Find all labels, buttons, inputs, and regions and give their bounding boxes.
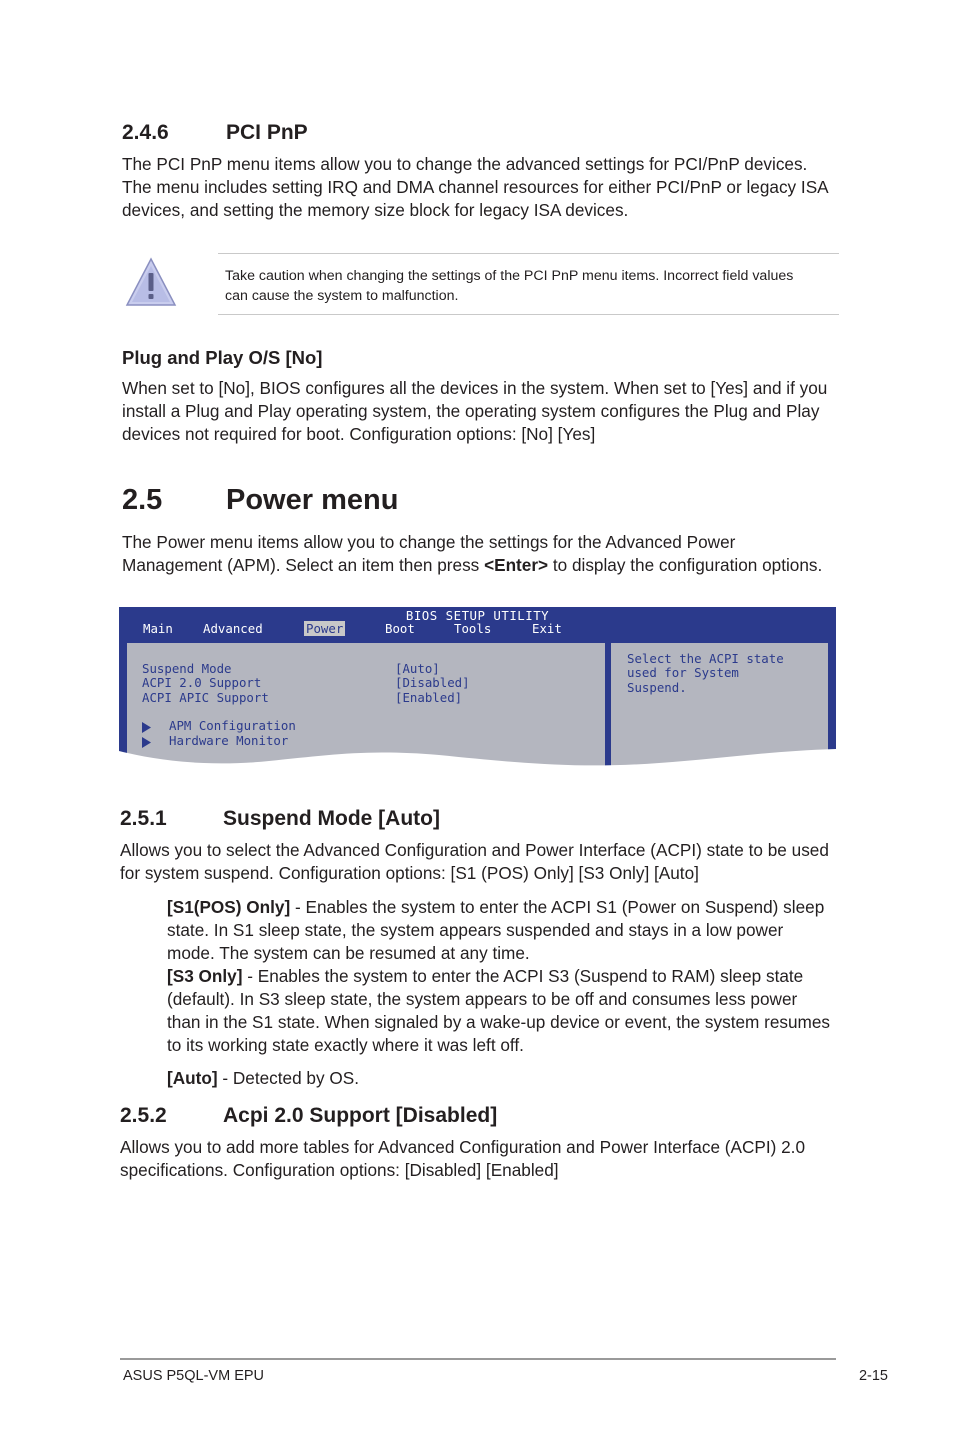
option-key: [Auto] bbox=[167, 1068, 218, 1088]
text-line bbox=[167, 1067, 359, 1090]
text-line: mode. The system can be resumed at any time. bbox=[167, 943, 530, 963]
text-line: devices, and setting the memory size block for legacy ISA devices. bbox=[122, 200, 629, 220]
text-fragment: - Enables the system to enter the ACPI S3 (Suspend to RAM) sleep state bbox=[242, 966, 804, 986]
bios-title: BIOS SETUP UTILITY bbox=[405, 608, 550, 623]
bios-menu-boot[interactable]: Boot bbox=[385, 621, 415, 636]
bios-help-line: Suspend. bbox=[627, 680, 687, 695]
bios-help-line: Select the ACPI state bbox=[627, 651, 784, 666]
bios-item-value[interactable]: [Enabled] bbox=[395, 690, 463, 705]
caution-bottom-rule bbox=[218, 314, 839, 315]
pnp-text bbox=[122, 377, 842, 446]
caution-top-rule bbox=[218, 253, 839, 254]
acpi-support-text bbox=[120, 1136, 842, 1182]
bios-help-line: used for System bbox=[627, 665, 739, 680]
text-line: When set to [No], BIOS configures all the devices in the system. When set to [Yes] and if you bbox=[122, 378, 828, 398]
section-number: 2.5.1 bbox=[120, 807, 167, 830]
text-line: specifications. Configuration options: [Disabled] [Enabled] bbox=[120, 1160, 559, 1180]
text-line: The PCI PnP menu items allow you to change the advanced settings for PCI/PnP devices. bbox=[122, 154, 808, 174]
caution-text bbox=[225, 266, 837, 306]
text-fragment: - Detected by OS. bbox=[217, 1068, 359, 1088]
torn-edge bbox=[119, 747, 836, 775]
bios-item-value[interactable]: [Disabled] bbox=[395, 675, 470, 690]
text-line bbox=[167, 896, 847, 919]
section-title: Acpi 2.0 Support [Disabled] bbox=[223, 1104, 498, 1127]
text-line: for system suspend. Configuration options: [S1 (POS) Only] [S3 Only] [Auto] bbox=[120, 863, 699, 883]
bios-item-value[interactable]: [Auto] bbox=[395, 661, 440, 676]
bios-item-label[interactable]: Suspend Mode bbox=[142, 661, 232, 676]
triangle-right-icon bbox=[142, 721, 151, 736]
section-title: Suspend Mode [Auto] bbox=[223, 807, 440, 830]
footer-rule bbox=[120, 1358, 836, 1360]
text-fragment: Management (APM). Select an item then press bbox=[122, 555, 485, 575]
text-line: (default). In S3 sleep state, the system appears to be off and consumes less power bbox=[167, 989, 798, 1009]
bios-menu-main[interactable]: Main bbox=[143, 621, 173, 636]
bios-menu-advanced[interactable]: Advanced bbox=[203, 621, 263, 636]
section-title: PCI PnP bbox=[226, 121, 308, 144]
enter-key-label: <Enter> bbox=[484, 555, 549, 575]
bios-menu-exit[interactable]: Exit bbox=[532, 621, 562, 636]
text-line: than in the S1 state. When signaled by a wake-up device or event, the system resumes bbox=[167, 1012, 831, 1032]
bios-menu-tools[interactable]: Tools bbox=[454, 621, 492, 636]
text-line: to its working state exactly where it was left off. bbox=[167, 1035, 524, 1055]
footer-product: ASUS P5QL-VM EPU bbox=[123, 1368, 265, 1384]
bios-screen bbox=[119, 607, 836, 775]
text-line: The menu includes setting IRQ and DMA channel resources for either PCI/PnP or legacy ISA bbox=[122, 177, 829, 197]
option-key: [S1(POS) Only] bbox=[167, 897, 291, 917]
section-heading-2-5-2 bbox=[120, 1104, 497, 1128]
bios-menu-power[interactable]: Power bbox=[306, 621, 344, 636]
text-line: Allows you to add more tables for Advanced Configuration and Power Interface (ACPI) 2.0 bbox=[120, 1137, 806, 1157]
bios-submenu-hardware-monitor[interactable]: Hardware Monitor bbox=[169, 733, 289, 748]
text-fragment: - Enables the system to enter the ACPI S1 (Power on Suspend) sleep bbox=[290, 897, 825, 917]
text-line bbox=[122, 554, 842, 577]
suspend-mode-intro bbox=[120, 839, 842, 885]
text-line: Take caution when changing the settings of the PCI PnP menu items. Incorrect field values bbox=[225, 268, 794, 284]
text-line: The Power menu items allow you to change the settings for the Advanced Power bbox=[122, 532, 736, 552]
warning-triangle-icon bbox=[124, 256, 178, 308]
section-heading-2-5-1 bbox=[120, 807, 440, 831]
text-fragment: to display the configuration options. bbox=[548, 555, 823, 575]
footer-page-number: 2-15 bbox=[858, 1368, 888, 1384]
power-menu-intro bbox=[122, 531, 842, 577]
bios-submenu-apm[interactable]: APM Configuration bbox=[169, 718, 296, 733]
section-heading-2-5 bbox=[122, 484, 398, 517]
text-line bbox=[167, 965, 847, 988]
pci-pnp-intro bbox=[122, 153, 842, 222]
section-number: 2.4.6 bbox=[122, 121, 169, 144]
text-line: Allows you to select the Advanced Configuration and Power Interface (ACPI) state to be used bbox=[120, 840, 829, 860]
option-key: [S3 Only] bbox=[167, 966, 243, 986]
bios-item-label[interactable]: ACPI 2.0 Support bbox=[142, 675, 262, 690]
s1-option-desc bbox=[167, 896, 847, 1057]
bios-item-label[interactable]: ACPI APIC Support bbox=[142, 690, 269, 705]
text-line: can cause the system to malfunction. bbox=[225, 288, 459, 304]
auto-option-desc bbox=[167, 1067, 359, 1090]
section-title: Power menu bbox=[226, 484, 399, 516]
section-number: 2.5 bbox=[122, 484, 163, 516]
text-line: devices not required for boot. Configuration options: [No] [Yes] bbox=[122, 424, 596, 444]
text-line: install a Plug and Play operating system, the operating system configures the Plug and Play bbox=[122, 401, 820, 421]
text-line: state. In S1 sleep state, the system appears suspended and stays in a low power bbox=[167, 920, 784, 940]
pnp-heading: Plug and Play O/S [No] bbox=[122, 347, 323, 368]
section-number: 2.5.2 bbox=[120, 1104, 167, 1127]
section-heading-2-4-6 bbox=[122, 121, 308, 145]
